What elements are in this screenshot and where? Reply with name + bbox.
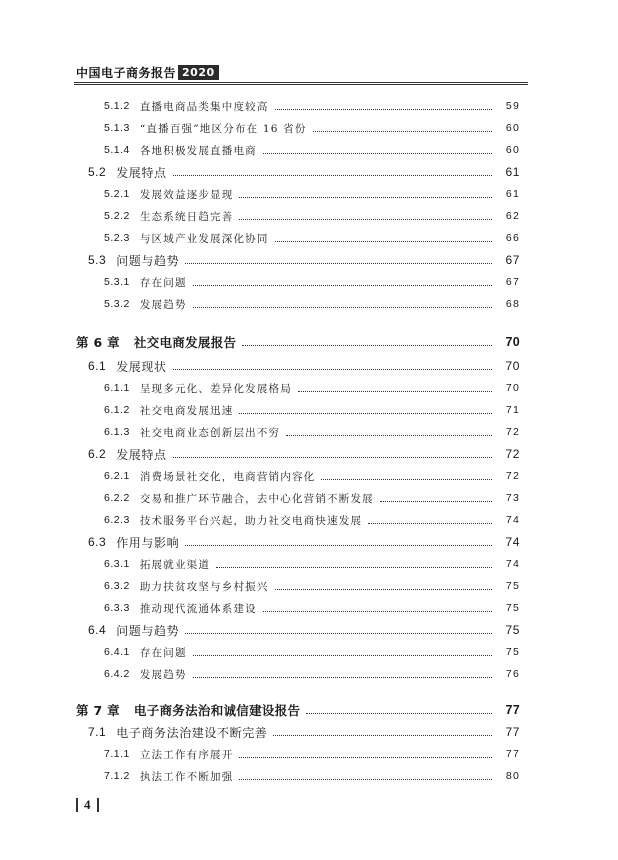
toc-entry-page: 75 <box>505 580 520 592</box>
toc-entry-title: 作用与影响 <box>116 535 180 550</box>
toc-entry-page: 75 <box>505 602 520 614</box>
toc-entry-title: 存在问题 <box>139 646 187 659</box>
toc-subsection-row[interactable] <box>0 466 618 486</box>
toc-subsection-row[interactable] <box>0 294 618 314</box>
toc-entry-number: 6.3.2 <box>104 580 130 592</box>
dot-leader <box>239 779 492 780</box>
toc-entry-number: 6.2 <box>88 447 107 461</box>
toc-entry-number: 5.1.4 <box>104 144 130 156</box>
toc-entry-title: 执法工作不断加强 <box>139 770 234 783</box>
toc-entry-number: 6.1.1 <box>104 382 130 394</box>
toc-entry-page: 70 <box>505 335 520 349</box>
toc-entry-title: 存在问题 <box>139 276 187 289</box>
toc-entry-page: 59 <box>505 100 520 112</box>
toc-entry-number: 6.3.1 <box>104 558 130 570</box>
toc-entry-page: 67 <box>505 276 520 288</box>
toc-entry-page: 68 <box>505 298 520 310</box>
toc-subsection-row[interactable] <box>0 422 618 442</box>
toc-subsection-row[interactable] <box>0 510 618 530</box>
toc-entry-page: 62 <box>505 210 520 222</box>
toc-subsection-row[interactable] <box>0 140 618 160</box>
toc-section-row[interactable] <box>0 162 618 182</box>
toc-entry-page: 67 <box>505 253 520 267</box>
dot-leader <box>286 435 492 436</box>
toc-entry-title: 推动现代流通体系建设 <box>139 602 257 615</box>
dot-leader <box>239 197 492 198</box>
toc-entry-title: 立法工作有序展开 <box>139 748 234 761</box>
toc-entry-number: 5.2 <box>88 165 107 179</box>
dot-leader <box>380 501 492 502</box>
toc-entry-number: 5.2.2 <box>104 210 130 222</box>
toc-subsection-row[interactable] <box>0 576 618 596</box>
toc-entry-number: 6.2.1 <box>104 470 130 482</box>
toc-subsection-row[interactable] <box>0 96 618 116</box>
toc-entry-title: 各地积极发展直播电商 <box>139 144 257 157</box>
toc-entry-title: “直播百强”地区分布在 16 省份 <box>139 122 307 135</box>
toc-entry-page: 74 <box>505 558 520 570</box>
page-footer <box>76 797 99 813</box>
toc-entry-number: 5.2.3 <box>104 232 130 244</box>
book-title-text: 中国电子商务报告 <box>76 65 177 80</box>
toc-chapter-row[interactable] <box>0 700 618 720</box>
toc-entry-number: 5.1.2 <box>104 100 130 112</box>
toc-entry-number: 5.3.1 <box>104 276 130 288</box>
toc-subsection-row[interactable] <box>0 378 618 398</box>
dot-leader <box>185 545 492 546</box>
toc-entry-number: 7.1.2 <box>104 770 130 782</box>
toc-section-row[interactable] <box>0 722 618 742</box>
toc-entry-page: 77 <box>505 725 520 739</box>
dot-leader <box>273 735 492 736</box>
book-title <box>76 64 219 80</box>
toc-entry-title: 助力扶贫攻坚与乡村振兴 <box>139 580 269 593</box>
toc-entry-number: 6.1.2 <box>104 404 130 416</box>
header-rule-top <box>74 82 528 83</box>
dot-leader <box>193 655 492 656</box>
dot-leader <box>193 285 492 286</box>
toc-entry-page: 77 <box>505 748 520 760</box>
toc-entry-page: 66 <box>505 232 520 244</box>
toc-entry-title: 发展特点 <box>116 447 167 462</box>
toc-entry-number: 6.2.2 <box>104 492 130 504</box>
toc-entry-title: 社交电商发展报告 <box>133 335 237 350</box>
dot-leader <box>313 131 492 132</box>
dot-leader <box>193 677 492 678</box>
toc-subsection-row[interactable] <box>0 400 618 420</box>
dot-leader <box>275 589 492 590</box>
toc-subsection-row[interactable] <box>0 554 618 574</box>
toc-entry-title: 社交电商发展迅速 <box>139 404 234 417</box>
toc-entry-number: 5.3.2 <box>104 298 130 310</box>
dot-leader <box>275 241 492 242</box>
toc-subsection-row[interactable] <box>0 228 618 248</box>
toc-subsection-row[interactable] <box>0 642 618 662</box>
toc-entry-page: 73 <box>505 492 520 504</box>
toc-entry-number: 第 7 章 <box>76 703 120 718</box>
footer-bar-right <box>97 798 99 812</box>
toc-chapter-row[interactable] <box>0 332 618 352</box>
toc-entry-number: 6.4.1 <box>104 646 130 658</box>
toc-entry-page: 80 <box>505 770 520 782</box>
toc-subsection-row[interactable] <box>0 598 618 618</box>
dot-leader <box>173 369 492 370</box>
toc-entry-number: 第 6 章 <box>76 335 120 350</box>
toc-entry-number: 5.1.3 <box>104 122 130 134</box>
book-year-badge: 2020 <box>178 65 219 80</box>
toc-entry-title: 发展效益逐步显现 <box>139 188 234 201</box>
toc-entry-page: 72 <box>505 426 520 438</box>
toc-entry-page: 60 <box>505 122 520 134</box>
toc-entry-number: 6.2.3 <box>104 514 130 526</box>
toc-entry-number: 6.4 <box>88 623 107 637</box>
toc-entry-title: 发展特点 <box>116 165 167 180</box>
toc-entry-number: 6.4.2 <box>104 668 130 680</box>
toc-entry-page: 70 <box>505 382 520 394</box>
toc-entry-page: 70 <box>505 359 520 373</box>
toc-entry-title: 生态系统日趋完善 <box>139 210 234 223</box>
toc-entry-title: 电子商务法治建设不断完善 <box>116 725 268 740</box>
header-rule-bottom <box>74 84 528 85</box>
dot-leader <box>242 345 492 346</box>
toc-subsection-row[interactable] <box>0 664 618 684</box>
dot-leader <box>193 307 492 308</box>
toc-entry-title: 发展现状 <box>116 359 167 374</box>
toc-entry-title: 与区域产业发展深化协同 <box>139 232 269 245</box>
dot-leader <box>216 567 492 568</box>
toc-section-row[interactable] <box>0 250 618 270</box>
dot-leader <box>239 413 492 414</box>
toc-entry-page: 60 <box>505 144 520 156</box>
toc-subsection-row[interactable] <box>0 744 618 764</box>
toc-entry-title: 消费场景社交化，电商营销内容化 <box>139 470 316 483</box>
toc-entry-page: 75 <box>505 623 520 637</box>
dot-leader <box>185 263 492 264</box>
toc-entry-title: 发展趋势 <box>139 298 187 311</box>
dot-leader <box>185 633 492 634</box>
page-number: 4 <box>84 797 91 812</box>
dot-leader <box>275 109 492 110</box>
toc-entry-title: 拓展就业渠道 <box>139 558 211 571</box>
toc-entry-number: 7.1.1 <box>104 748 130 760</box>
dot-leader <box>298 391 492 392</box>
toc-entry-title: 社交电商业态创新层出不穷 <box>139 426 281 439</box>
dot-leader <box>321 479 492 480</box>
toc-entry-title: 呈现多元化、差异化发展格局 <box>139 382 292 395</box>
toc-section-row[interactable] <box>0 356 618 376</box>
toc-subsection-row[interactable] <box>0 118 618 138</box>
toc-subsection-row[interactable] <box>0 272 618 292</box>
toc-section-row[interactable] <box>0 444 618 464</box>
toc-subsection-row[interactable] <box>0 206 618 226</box>
toc-entry-page: 75 <box>505 646 520 658</box>
toc-entry-title: 技术服务平台兴起，助力社交电商快速发展 <box>139 514 363 527</box>
dot-leader <box>239 219 492 220</box>
toc-entry-number: 6.1.3 <box>104 426 130 438</box>
toc-section-row[interactable] <box>0 620 618 640</box>
toc-entry-page: 72 <box>505 470 520 482</box>
toc-entry-page: 61 <box>505 188 520 200</box>
toc-section-row[interactable] <box>0 532 618 552</box>
toc-entry-page: 74 <box>505 514 520 526</box>
dot-leader <box>263 153 492 154</box>
footer-bar-left <box>76 798 78 812</box>
toc-entry-title: 发展趋势 <box>139 668 187 681</box>
toc-entry-page: 76 <box>505 668 520 680</box>
toc-entry-number: 6.1 <box>88 359 107 373</box>
dot-leader <box>263 611 492 612</box>
toc-entry-title: 交易和推广环节融合，去中心化营销不断发展 <box>139 492 374 505</box>
toc-entry-page: 71 <box>505 404 520 416</box>
toc-entry-title: 问题与趋势 <box>116 623 180 638</box>
toc-subsection-row[interactable] <box>0 184 618 204</box>
toc-entry-number: 5.3 <box>88 253 107 267</box>
toc-subsection-row[interactable] <box>0 488 618 508</box>
toc-entry-title: 电子商务法治和诚信建设报告 <box>133 703 301 718</box>
toc-entry-page: 77 <box>505 703 520 717</box>
toc-entry-page: 61 <box>505 165 520 179</box>
dot-leader <box>173 457 492 458</box>
toc-entry-page: 74 <box>505 535 520 549</box>
dot-leader <box>306 713 492 714</box>
toc-entry-title: 问题与趋势 <box>116 253 180 268</box>
toc-entry-number: 5.2.1 <box>104 188 130 200</box>
toc-entry-number: 7.1 <box>88 725 107 739</box>
toc-entry-title: 直播电商品类集中度较高 <box>139 100 269 113</box>
dot-leader <box>368 523 492 524</box>
toc-entry-number: 6.3 <box>88 535 107 549</box>
toc-entry-number: 6.3.3 <box>104 602 130 614</box>
dot-leader <box>173 175 492 176</box>
toc-entry-page: 72 <box>505 447 520 461</box>
toc-subsection-row[interactable] <box>0 766 618 786</box>
dot-leader <box>239 757 492 758</box>
